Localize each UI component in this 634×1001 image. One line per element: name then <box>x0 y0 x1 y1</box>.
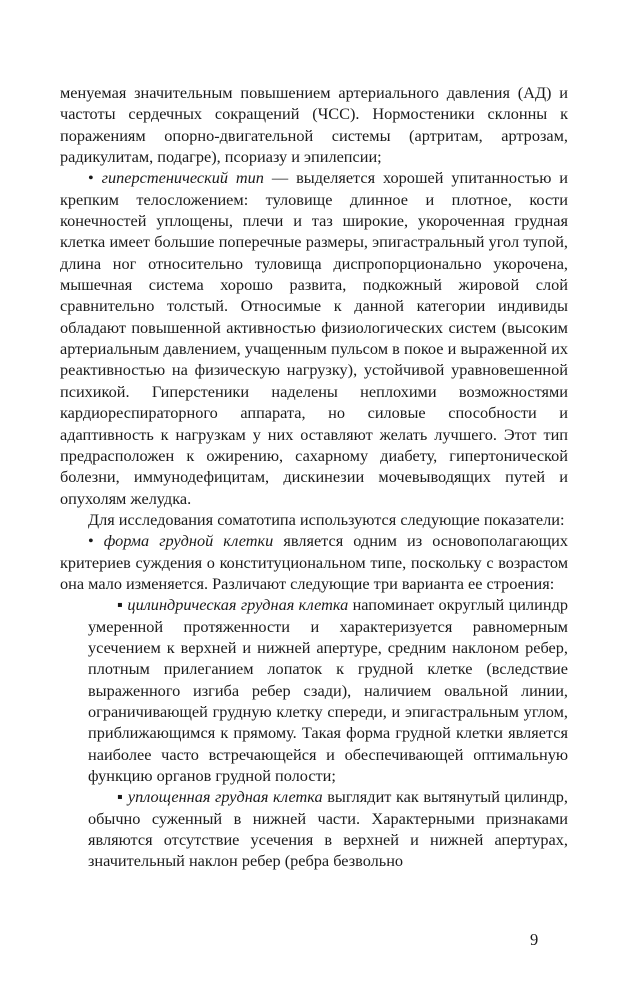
term-hypersthenic: гиперстенический тип <box>101 168 264 188</box>
paragraph-indicators: Для исследования соматотипа используются следующие показатели: <box>88 509 565 529</box>
bullet: • <box>88 168 94 188</box>
paragraph-flattened-chest <box>60 786 568 871</box>
bullet-square: ▪ <box>117 595 124 615</box>
term-chest-shape: форма грудной клетки <box>103 531 274 551</box>
paragraph-continuation: менуемая значительным повышением артериального давления (АД) и частоты сердечных сокращений (ЧСС). Нормостеники склонны к поражениям опорно-двигательной системы (артритам, артрозам, радикулитам, подагре), псориазу и эпилепсии; <box>60 83 568 167</box>
bullet: • <box>88 531 94 551</box>
paragraph-chest-shape <box>60 530 568 594</box>
term-flattened-chest: уплощенная грудная клетка <box>127 787 323 807</box>
paragraph-text: является одним из основополагающих критериев суждения о конституциональном типе, поскольку с возрастом она мало изменяется. Различают следующие три варианта ее строения: <box>60 531 569 593</box>
page-body <box>60 82 568 872</box>
paragraph-text: — выделяется хорошей упитанностью и крепким телосложением: туловище длинное и плотное, кости конечностей уплощены, плечи и таз широкие, укороченная грудная клетка имеет большие поперечные размеры, эпигастральный угол тупой, длина ног относительно туловища диспропорционально укорочена, мышечная система хорошо развита, подкожный жировой слой сравнительно толстый. Относимые к данной категории индивиды обладают повышенной активностью физиологических систем (высоким артериальным давлением, учащенным пульсом в покое и выраженной их реактивностью на физическую нагрузку), устойчивой уравновешенной психикой. Гиперстеники наделены неплохими возможностями кардиореспираторного аппарата, но силовые способности и адаптивность к нагрузкам у них оставляют желать лучшего. Этот тип предрасположен к ожирению, сахарному диабету, гипертонической болезни, иммунодефицитам, дискинезии мочевыводящих путей и опухолям желудка. <box>60 168 568 508</box>
term-cylindrical-chest: цилиндрическая грудная клетка <box>127 595 349 615</box>
paragraph-text: выглядит как вытянутый цилиндр, обычно суженный в нижней части. Характерными признаками являются отсутствие усечения в верхней и нижней апертурах, значительный наклон ребер (ребра безвольно <box>88 787 568 871</box>
page-number: 9 <box>530 930 539 949</box>
paragraph-cylindrical-chest <box>60 594 568 786</box>
bullet-square: ▪ <box>117 787 124 807</box>
paragraph-hypersthenic <box>60 167 568 509</box>
paragraph-text: напоминает округлый цилиндр умеренной протяженности и характеризуется равномерным усечением к верхней и нижней апертуре, средним наклоном ребер, плотным прилеганием лопаток к грудной клетке (вследствие выраженного изгиба ребер сзади), наличием овальной линии, ограничивающей грудную клетку спереди, и эпигастральным углом, приближающимся к прямому. Такая форма грудной клетки является наиболее часто встречающейся и обеспечивающей оптимальную функцию органов грудной полости; <box>88 595 568 785</box>
